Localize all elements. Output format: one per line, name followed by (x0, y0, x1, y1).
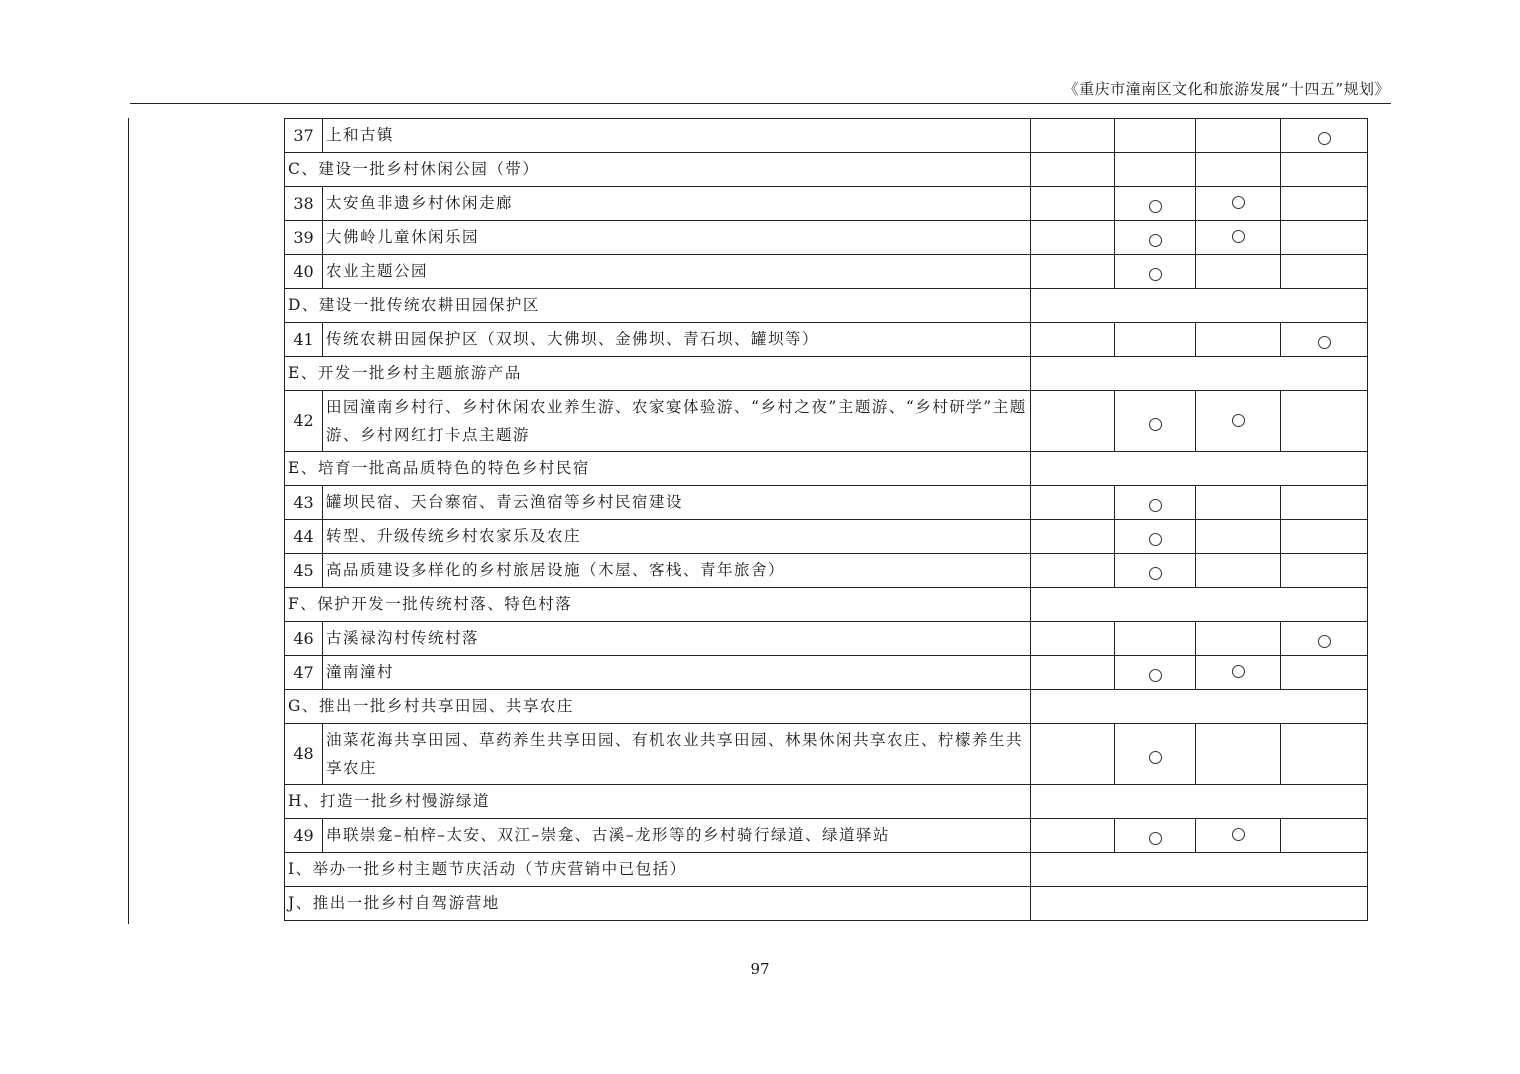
schedule-cell (1031, 724, 1115, 785)
row-number: 49 (285, 819, 323, 853)
schedule-cell (1196, 819, 1281, 853)
table-row (285, 656, 1368, 690)
project-table-body (285, 119, 1368, 921)
circle-mark-icon (1318, 635, 1331, 648)
table-row (285, 622, 1368, 656)
project-name: 罐坝民宿、天台寨宿、青云渔宿等乡村民宿建设 (323, 486, 1031, 520)
empty-cell (1031, 785, 1368, 819)
schedule-cell (1281, 255, 1368, 289)
row-number: 46 (285, 622, 323, 656)
schedule-cell (1281, 486, 1368, 520)
header-rule (130, 103, 1391, 104)
empty-cell (1031, 690, 1368, 724)
schedule-cell (1196, 221, 1281, 255)
schedule-cell (1115, 486, 1196, 520)
page-number: 97 (750, 960, 770, 978)
empty-cell (1115, 153, 1196, 187)
circle-mark-icon (1318, 132, 1331, 145)
category-label: J、推出一批乡村自驾游营地 (285, 887, 1031, 921)
schedule-cell (1115, 255, 1196, 289)
margin-rule (128, 118, 129, 924)
schedule-cell (1281, 119, 1368, 153)
empty-cell (1031, 588, 1368, 622)
empty-cell (1031, 887, 1368, 921)
table-row (285, 255, 1368, 289)
running-header-title: 《重庆市潼南区文化和旅游发展“十四五”规划》 (1063, 80, 1390, 98)
circle-mark-icon (1232, 196, 1245, 209)
circle-mark-icon (1149, 669, 1162, 682)
row-number: 38 (285, 187, 323, 221)
circle-mark-icon (1232, 665, 1245, 678)
row-number: 40 (285, 255, 323, 289)
table-row (285, 119, 1368, 153)
schedule-cell (1196, 520, 1281, 554)
row-number: 48 (285, 724, 323, 785)
empty-cell (1031, 289, 1368, 323)
empty-cell (1031, 853, 1368, 887)
category-label: H、打造一批乡村慢游绿道 (285, 785, 1031, 819)
schedule-cell (1281, 391, 1368, 452)
project-name: 田园潼南乡村行、乡村休闲农业养生游、农家宴体验游、“乡村之夜”主题游、“乡村研学”主题游、乡村网红打卡点主题游 (323, 391, 1031, 452)
empty-cell (1196, 153, 1281, 187)
schedule-cell (1115, 187, 1196, 221)
table-row (285, 323, 1368, 357)
schedule-cell (1031, 255, 1115, 289)
empty-cell (1281, 153, 1368, 187)
table-row (285, 819, 1368, 853)
schedule-cell (1031, 119, 1115, 153)
schedule-cell (1196, 724, 1281, 785)
category-row (285, 853, 1368, 887)
circle-mark-icon (1149, 499, 1162, 512)
row-number: 42 (285, 391, 323, 452)
schedule-cell (1031, 187, 1115, 221)
schedule-cell (1196, 554, 1281, 588)
table-row (285, 486, 1368, 520)
project-name: 潼南潼村 (323, 656, 1031, 690)
schedule-cell (1281, 656, 1368, 690)
row-number: 37 (285, 119, 323, 153)
row-number: 45 (285, 554, 323, 588)
schedule-cell (1115, 554, 1196, 588)
category-label: F、保护开发一批传统村落、特色村落 (285, 588, 1031, 622)
empty-cell (1031, 153, 1115, 187)
category-row (285, 690, 1368, 724)
category-row (285, 153, 1368, 187)
category-row (285, 887, 1368, 921)
project-name: 传统农耕田园保护区（双坝、大佛坝、金佛坝、青石坝、罐坝等） (323, 323, 1031, 357)
category-label: C、建设一批乡村休闲公园（带） (285, 153, 1031, 187)
project-name: 大佛岭儿童休闲乐园 (323, 221, 1031, 255)
circle-mark-icon (1149, 567, 1162, 580)
category-row (285, 289, 1368, 323)
category-row (285, 357, 1368, 391)
schedule-cell (1031, 656, 1115, 690)
schedule-cell (1196, 119, 1281, 153)
circle-mark-icon (1149, 418, 1162, 431)
circle-mark-icon (1149, 832, 1162, 845)
schedule-cell (1115, 819, 1196, 853)
category-row (285, 452, 1368, 486)
row-number: 47 (285, 656, 323, 690)
project-table (284, 118, 1368, 921)
project-name: 高品质建设多样化的乡村旅居设施（木屋、客栈、青年旅舍） (323, 554, 1031, 588)
category-label: D、建设一批传统农耕田园保护区 (285, 289, 1031, 323)
circle-mark-icon (1149, 533, 1162, 546)
circle-mark-icon (1232, 230, 1245, 243)
table-row (285, 520, 1368, 554)
schedule-cell (1031, 323, 1115, 357)
schedule-cell (1031, 486, 1115, 520)
schedule-cell (1115, 622, 1196, 656)
circle-mark-icon (1149, 234, 1162, 247)
table-row (285, 187, 1368, 221)
schedule-cell (1196, 486, 1281, 520)
schedule-cell (1196, 656, 1281, 690)
schedule-cell (1115, 221, 1196, 255)
schedule-cell (1031, 391, 1115, 452)
schedule-cell (1281, 554, 1368, 588)
category-row (285, 588, 1368, 622)
circle-mark-icon (1149, 200, 1162, 213)
project-name: 农业主题公园 (323, 255, 1031, 289)
row-number: 44 (285, 520, 323, 554)
table-row (285, 724, 1368, 785)
table-row (285, 221, 1368, 255)
category-label: G、推出一批乡村共享田园、共享农庄 (285, 690, 1031, 724)
schedule-cell (1196, 187, 1281, 221)
project-name: 上和古镇 (323, 119, 1031, 153)
circle-mark-icon (1232, 414, 1245, 427)
schedule-cell (1281, 187, 1368, 221)
schedule-cell (1281, 323, 1368, 357)
schedule-cell (1115, 391, 1196, 452)
schedule-cell (1031, 221, 1115, 255)
circle-mark-icon (1149, 751, 1162, 764)
schedule-cell (1115, 119, 1196, 153)
circle-mark-icon (1318, 336, 1331, 349)
category-label: I、举办一批乡村主题节庆活动（节庆营销中已包括） (285, 853, 1031, 887)
empty-cell (1031, 357, 1368, 391)
schedule-cell (1196, 255, 1281, 289)
schedule-cell (1031, 819, 1115, 853)
schedule-cell (1115, 323, 1196, 357)
empty-cell (1031, 452, 1368, 486)
schedule-cell (1115, 520, 1196, 554)
project-name: 转型、升级传统乡村农家乐及农庄 (323, 520, 1031, 554)
schedule-cell (1031, 622, 1115, 656)
project-name: 串联崇龛–柏梓–太安、双江–崇龛、古溪–龙形等的乡村骑行绿道、绿道驿站 (323, 819, 1031, 853)
schedule-cell (1115, 724, 1196, 785)
circle-mark-icon (1232, 828, 1245, 841)
schedule-cell (1281, 221, 1368, 255)
category-label: E、开发一批乡村主题旅游产品 (285, 357, 1031, 391)
schedule-cell (1031, 554, 1115, 588)
schedule-cell (1196, 323, 1281, 357)
project-name: 古溪禄沟村传统村落 (323, 622, 1031, 656)
category-label: E、培育一批高品质特色的特色乡村民宿 (285, 452, 1031, 486)
row-number: 43 (285, 486, 323, 520)
schedule-cell (1196, 391, 1281, 452)
schedule-cell (1281, 724, 1368, 785)
table-row (285, 554, 1368, 588)
row-number: 39 (285, 221, 323, 255)
schedule-cell (1031, 520, 1115, 554)
category-row (285, 785, 1368, 819)
schedule-cell (1281, 520, 1368, 554)
project-name: 油菜花海共享田园、草药养生共享田园、有机农业共享田园、林果休闲共享农庄、柠檬养生共享农庄 (323, 724, 1031, 785)
row-number: 41 (285, 323, 323, 357)
schedule-cell (1196, 622, 1281, 656)
schedule-cell (1115, 656, 1196, 690)
schedule-cell (1281, 622, 1368, 656)
circle-mark-icon (1149, 268, 1162, 281)
table-row (285, 391, 1368, 452)
project-name: 太安鱼非遗乡村休闲走廊 (323, 187, 1031, 221)
schedule-cell (1281, 819, 1368, 853)
